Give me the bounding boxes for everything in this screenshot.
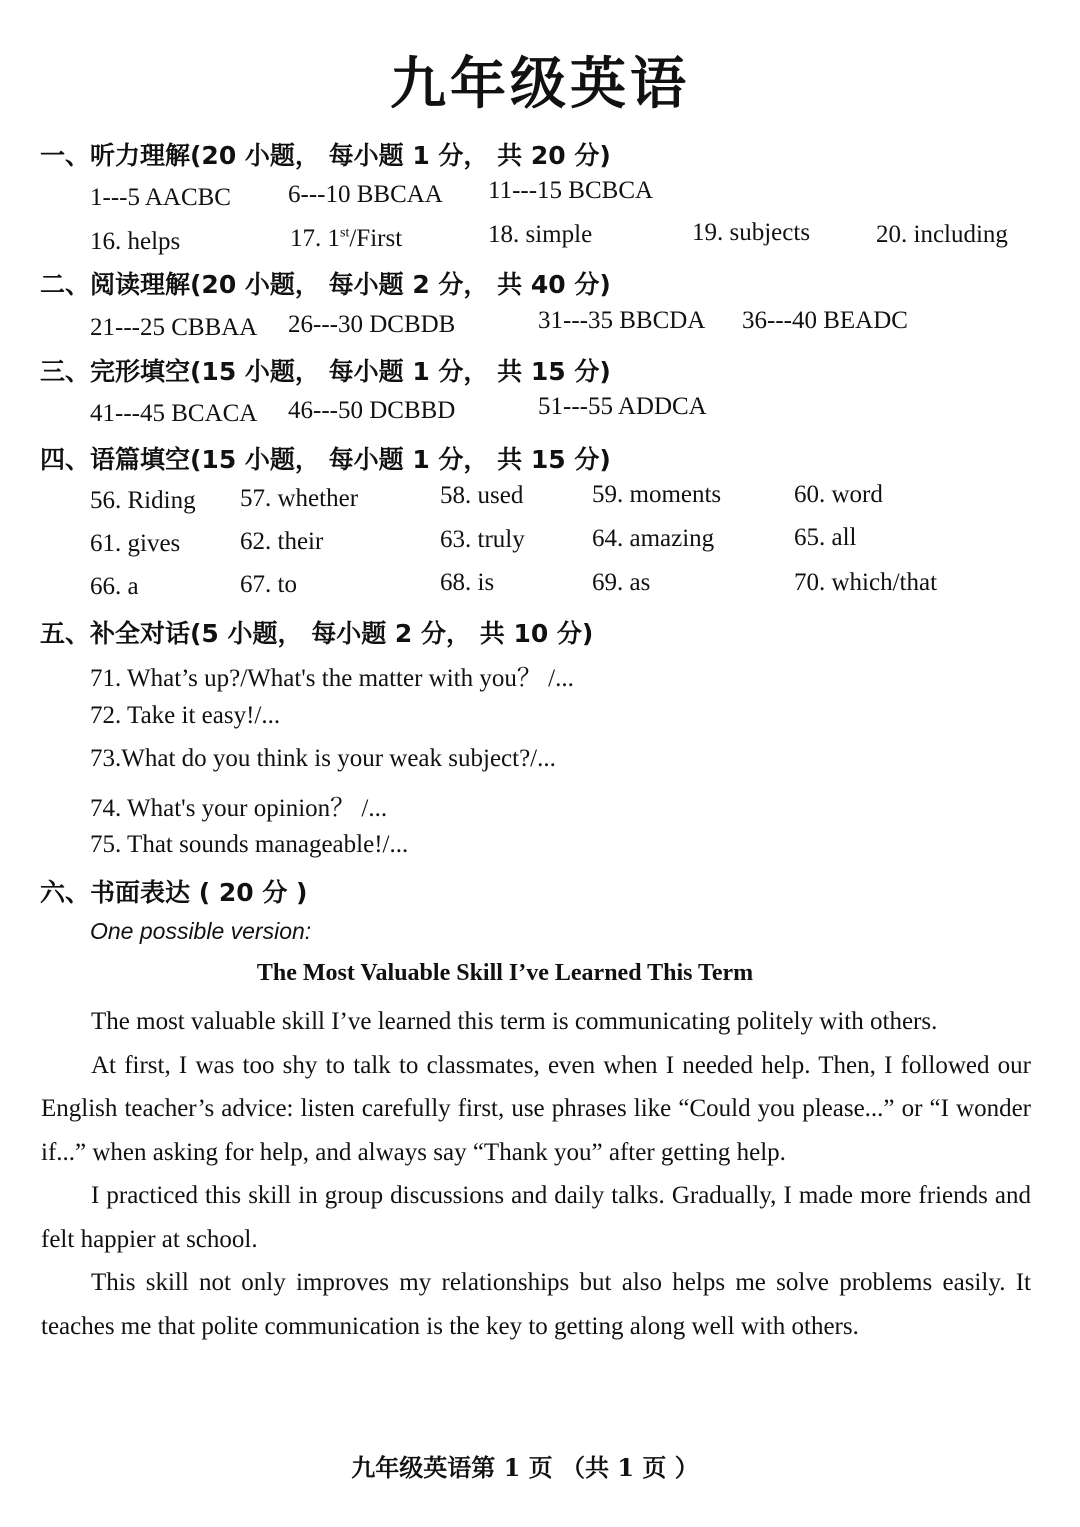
answer-46-50: 46---50 DCBBD — [288, 397, 456, 424]
answer-6-10: 6---10 BBCAA — [288, 181, 443, 208]
answer-36-40: 36---40 BEADC — [742, 307, 908, 334]
answer-64: 64. amazing — [592, 525, 715, 552]
answer-72: 72. Take it easy!/... — [90, 702, 281, 729]
answer-66: 66. a — [90, 573, 139, 600]
answer-69: 69. as — [592, 569, 651, 596]
answer-51-55: 51---55 ADDCA — [538, 393, 707, 420]
answer-19: 19. subjects — [692, 219, 811, 246]
answer-11-15: 11---15 BCBCA — [488, 177, 654, 204]
answer-74: 74. What's your opinion？ /... — [90, 795, 388, 822]
answer-1-5: 1---5 AACBC — [90, 184, 231, 211]
answer-20: 20. including — [876, 221, 1008, 248]
essay-paragraph: This skill not only improves my relationships but also helps me solve problems easily. It teaches me that polite communication is the key to getting along well with others. — [41, 1269, 1031, 1340]
answer-60: 60. word — [794, 481, 883, 508]
essay-paragraph: I practiced this skill in group discussions and daily talks. Gradually, I made more friends and felt happier at school. — [41, 1182, 1031, 1253]
version-label: One possible version: — [90, 918, 312, 944]
answer-75: 75. That sounds manageable!/... — [90, 831, 409, 858]
essay-paragraph: The most valuable skill I’ve learned this term is communicating politely with others. — [91, 1008, 938, 1035]
section-2-heading: 二、阅读理解(20 小题， 每小题 2 分， 共 40 分) — [40, 270, 611, 299]
answer-71: 71. What’s up?/What's the matter with you？ /... — [90, 665, 574, 692]
essay-paragraph: At first, I was too shy to talk to classmates, even when I needed help. Then, I followed our English teacher’s advice: listen carefully first, use phrases like “Could you please...” or “I wonder if...” when asking for help, and always say “Thank you” after getting help. — [41, 1051, 1031, 1166]
answer-63: 63. truly — [440, 526, 525, 553]
section-1-heading: 一、听力理解(20 小题， 每小题 1 分， 共 20 分) — [40, 141, 611, 170]
section-3-heading: 三、完形填空(15 小题， 每小题 1 分， 共 15 分) — [40, 357, 611, 386]
answer-57: 57. whether — [240, 485, 359, 512]
answer-62: 62. their — [240, 528, 324, 555]
answer-59: 59. moments — [592, 481, 722, 508]
section-6-heading: 六、书面表达 ( 20 分 ) — [40, 878, 308, 907]
answer-41-45: 41---45 BCACA — [90, 400, 258, 427]
answer-18: 18. simple — [488, 221, 593, 248]
answer-17: 17. 1st/First — [290, 225, 403, 252]
page-title: 九年级英语 — [390, 52, 690, 117]
answer-65: 65. all — [794, 524, 857, 551]
essay-title: The Most Valuable Skill I’ve Learned This Term — [256, 960, 754, 986]
page-footer: 九年级英语第 1 页 （共 1 页 ） — [351, 1453, 699, 1482]
answer-16: 16. helps — [90, 228, 181, 255]
section-4-heading: 四、语篇填空(15 小题， 每小题 1 分， 共 15 分) — [40, 445, 611, 474]
answer-56: 56. Riding — [90, 487, 196, 514]
answer-21-25: 21---25 CBBAA — [90, 314, 258, 341]
answer-61: 61. gives — [90, 530, 181, 557]
answer-58: 58. used — [440, 482, 524, 509]
answer-67: 67. to — [240, 571, 297, 598]
answer-73: 73.What do you think is your weak subject?/... — [90, 745, 556, 772]
answer-31-35: 31---35 BBCDA — [538, 307, 706, 334]
section-5-heading: 五、补全对话(5 小题， 每小题 2 分， 共 10 分) — [40, 619, 594, 648]
answer-26-30: 26---30 DCBDB — [288, 311, 456, 338]
essay-body — [41, 1000, 1031, 1348]
answer-70: 70. which/that — [794, 569, 938, 596]
answer-68: 68. is — [440, 569, 495, 596]
